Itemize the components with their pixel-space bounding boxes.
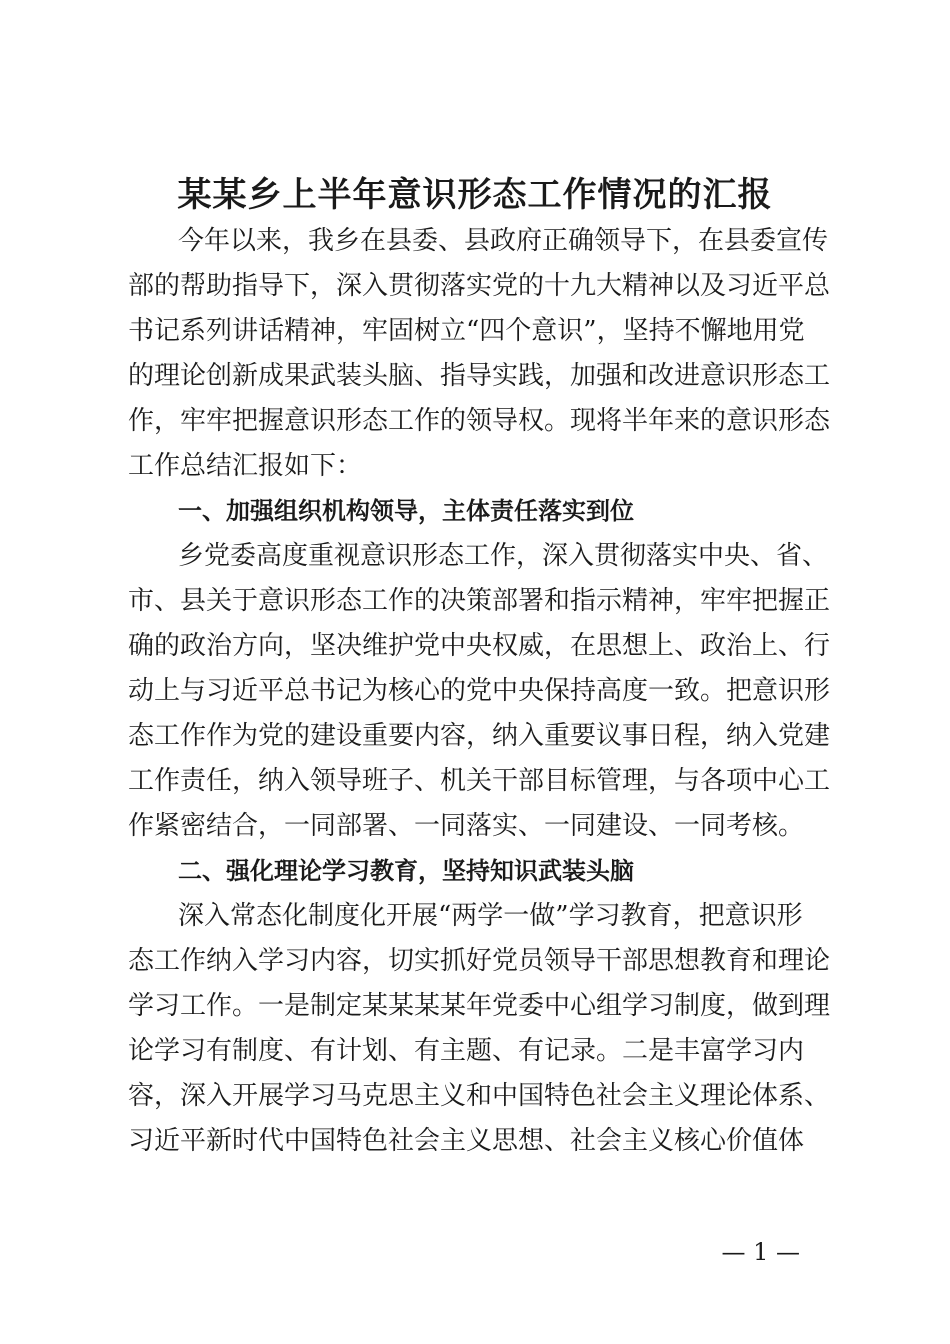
paragraph-line: 市、县关于意识形态工作的决策部署和指示精神，牢牢把握正	[128, 586, 831, 616]
paragraph-line: 今年以来，我乡在县委、县政府正确领导下，在县委宣传	[178, 226, 829, 256]
section-heading: 一、加强组织机构领导，主体责任落实到位	[178, 497, 634, 525]
paragraph-line: 作紧密结合，一同部署、一同落实、一同建设、一同考核。	[128, 811, 805, 841]
paragraph-line: 态工作作为党的建设重要内容，纳入重要议事日程，纳入党建	[128, 721, 831, 751]
paragraph-line: 工作总结汇报如下：	[128, 451, 363, 481]
paragraph-line: 论学习有制度、有计划、有主题、有记录。二是丰富学习内	[128, 1036, 805, 1066]
paragraph-line: 态工作纳入学习内容，切实抓好党员领导干部思想教育和理论	[128, 946, 831, 976]
paragraph-line: 部的帮助指导下，深入贯彻落实党的十九大精神以及习近平总	[128, 271, 831, 301]
paragraph-line: 确的政治方向，坚决维护党中央权威，在思想上、政治上、行	[128, 631, 831, 661]
paragraph-line: 作，牢牢把握意识形态工作的领导权。现将半年来的意识形态	[128, 406, 831, 436]
paragraph-line: 的理论创新成果武装头脑、指导实践，加强和改进意识形态工	[128, 361, 831, 391]
paragraph-line: 深入常态化制度化开展“两学一做”学习教育，把意识形	[178, 901, 803, 931]
page-number: — 1 —	[721, 1238, 800, 1266]
paragraph-line: 动上与习近平总书记为核心的党中央保持高度一致。把意识形	[128, 676, 831, 706]
paragraph-line: 学习工作。一是制定某某某某年党委中心组学习制度，做到理	[128, 991, 831, 1021]
paragraph-line: 书记系列讲话精神，牢固树立“四个意识”，坚持不懈地用党	[128, 316, 805, 346]
document-title: 某某乡上半年意识形态工作情况的汇报	[177, 175, 773, 215]
paragraph-line: 习近平新时代中国特色社会主义思想、社会主义核心价值体	[128, 1126, 805, 1156]
paragraph-line: 工作责任，纳入领导班子、机关干部目标管理，与各项中心工	[128, 766, 831, 796]
paragraph-line: 乡党委高度重视意识形态工作，深入贯彻落实中央、省、	[178, 541, 829, 571]
paragraph-line: 容，深入开展学习马克思主义和中国特色社会主义理论体系、	[128, 1081, 831, 1111]
section-heading: 二、强化理论学习教育，坚持知识武装头脑	[178, 857, 634, 885]
